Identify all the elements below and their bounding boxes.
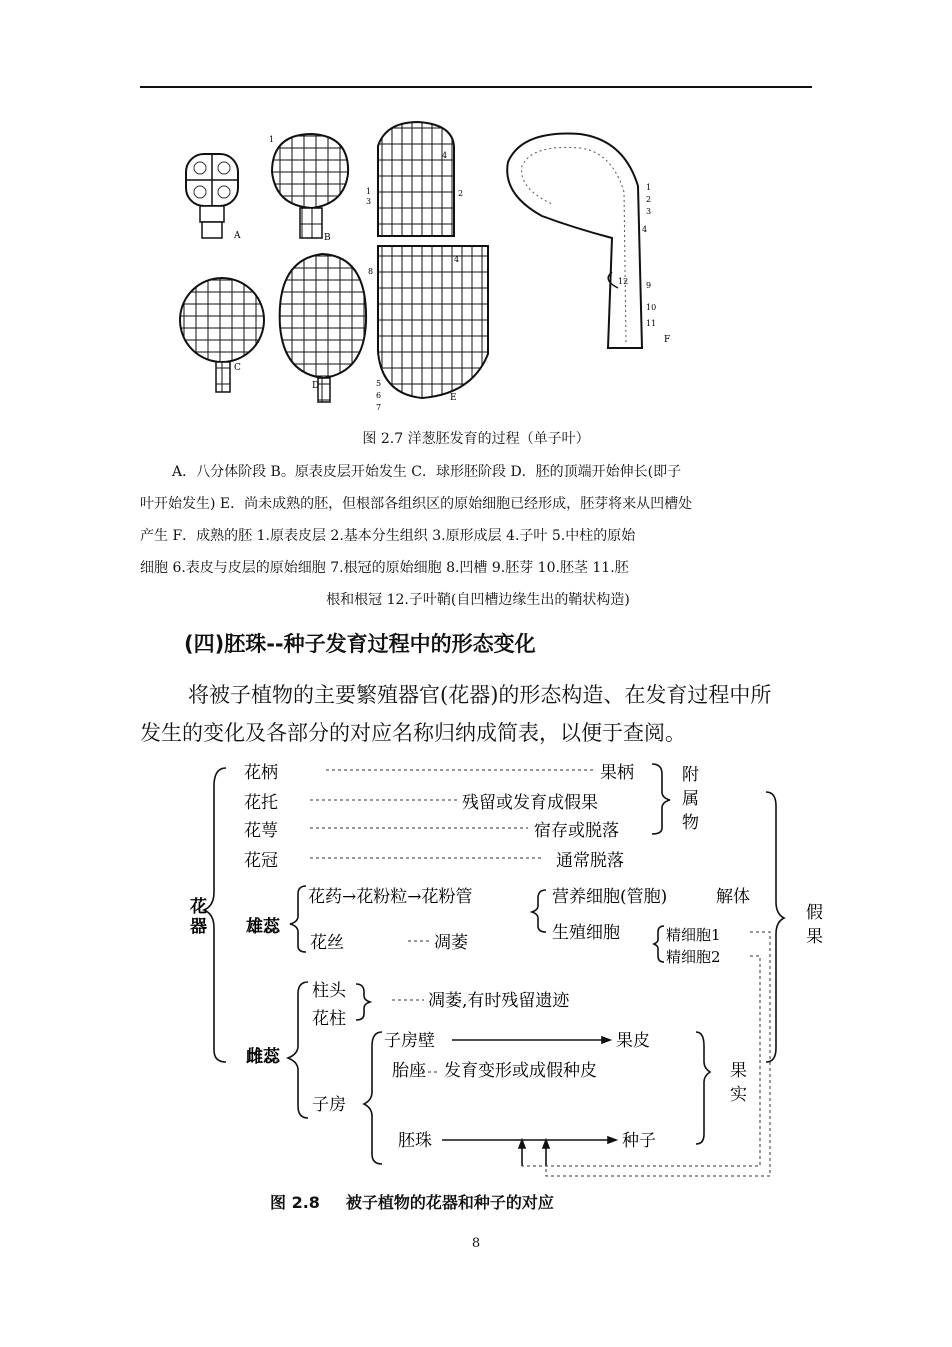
panel-label-f: F [664,335,671,345]
legend-line: 细胞 6.表皮与皮层的原始细胞 7.根冠的原始细胞 8.凹槽 9.胚芽 10.胚茎 11.胚 [140,560,629,576]
panel-label-e: E [450,393,457,403]
label-jing1: 精细胞1 [666,926,721,944]
embryo-panel-e-upper [366,122,463,236]
panel-label-c: C [234,363,241,373]
svg-text:3: 3 [366,197,372,206]
figure-caption: 图 2.7 洋葱胚发育的过程（单子叶） [362,431,590,447]
label-huazhu: 花柱 [312,1009,346,1029]
svg-text:12: 12 [618,277,629,286]
svg-text:物: 物 [682,813,699,833]
label-shengzhi: 生殖细胞 [552,923,620,943]
legend-line: 根和根冠 12.子叶鞘(自凹槽边缘生出的鞘状构造) [326,592,630,608]
svg-text:6: 6 [376,391,382,400]
label-zifang: 子房 [312,1095,346,1115]
svg-text:实: 实 [730,1085,747,1105]
label-huasi: 花丝 [310,933,344,953]
svg-text:7: 7 [376,403,382,412]
paragraph-line: 将被子植物的主要繁殖器官(花器)的形态构造、在发育过程中所 [188,683,772,707]
svg-text:1: 1 [646,183,652,192]
embryo-panel-b [269,134,348,243]
label-canliu: 凋萎,有时残留遗迹 [428,991,570,1011]
label-jieti: 解体 [716,887,750,907]
caption-number: 图 2.8 [270,1193,320,1212]
svg-text:4: 4 [442,151,448,160]
svg-text:果: 果 [730,1061,747,1081]
label-huabing: 花柄 [244,763,278,783]
svg-text:1: 1 [366,187,372,196]
svg-text:果: 果 [806,927,823,947]
svg-text:1: 1 [269,135,275,144]
figure-legend [140,456,816,616]
embryo-panel-c [180,278,264,392]
embryo-panel-a [186,154,241,241]
label-root-huaqi [189,897,207,937]
svg-text:2: 2 [458,189,464,198]
label-guopi: 果皮 [616,1031,650,1051]
svg-text:4: 4 [454,255,460,264]
label-zhutou: 柱头 [312,981,346,1001]
page-number: 8 [471,1236,481,1251]
figure-2-8-caption [270,1190,554,1213]
svg-text:9: 9 [646,281,652,290]
label-huae: 花萼 [244,821,278,841]
panel-label-d: D [312,381,320,391]
label-peizhu: 胚珠 [398,1131,432,1151]
label-guoshi [730,1061,747,1105]
svg-text:假: 假 [806,903,823,923]
svg-text:8: 8 [368,267,374,276]
label-jing2: 精细胞2 [666,948,721,966]
svg-text:属: 属 [682,789,699,809]
label-zhongpi: 发育变形或成假种皮 [444,1061,597,1081]
label-xiongrui: 雄蕊 [246,917,280,937]
label-taizuo: 胎座 [392,1061,426,1081]
paragraph-line: 发生的变化及各部分的对应名称归纳成简表，以便于查阅。 [140,721,686,745]
label-guobing: 果柄 [600,763,634,783]
panel-label-b: B [324,233,331,243]
svg-text:附: 附 [682,765,699,785]
svg-text:器: 器 [190,917,207,937]
legend-line: A．八分体阶段 B。原表皮层开始发生 C．球形胚阶段 D．胚的顶端开始伸长(即子 [172,464,682,480]
svg-text:2: 2 [646,195,652,204]
embryo-panel-e-lower [368,246,488,412]
svg-text:3: 3 [646,207,652,216]
embryo-panel-d [280,254,366,402]
panel-label-a: A [234,231,241,241]
svg-text:11: 11 [646,319,657,328]
label-suchun: 宿存或脱落 [534,821,619,841]
flower-seed-diagram [170,756,823,1176]
body-paragraph [140,676,816,752]
header-rule [140,86,812,88]
svg-text:花: 花 [190,897,207,917]
section-heading: (四)胚珠--种子发育过程中的形态变化 [184,632,536,656]
label-jiaguo [806,903,823,947]
svg-text:4: 4 [642,225,648,234]
label-diaowei: 凋萎 [434,933,468,953]
label-zifangbi: 子房壁 [384,1031,435,1051]
caption-text: 被子植物的花器和种子的对应 [345,1193,554,1212]
svg-text:10: 10 [646,303,657,312]
label-fushuwu [682,765,699,833]
label-huatuo: 花托 [244,793,278,813]
label-huayao-chain: 花药→花粉粒→花粉管 [308,887,473,907]
onion-embryo-figure [172,112,718,412]
label-tongchang: 通常脱落 [556,851,624,871]
label-huaguan: 花冠 [244,851,278,871]
label-jiaguo-text: 残留或发育成假果 [462,793,598,813]
embryo-panel-f [507,134,670,348]
label-cirui: 雌蕊 [246,1047,280,1067]
legend-line: 叶开始发生) E．尚未成熟的胚，但根部各组织区的原始细胞已经形成，胚芽将来从凹槽处 [140,496,693,512]
svg-text:5: 5 [376,379,382,388]
label-yingyang: 营养细胞(管胞) [552,887,668,907]
legend-line: 产生 F．成熟的胚 1.原表皮层 2.基本分生组织 3.原形成层 4.子叶 5.中柱的原始 [140,528,636,544]
label-zhongzi: 种子 [622,1131,656,1151]
